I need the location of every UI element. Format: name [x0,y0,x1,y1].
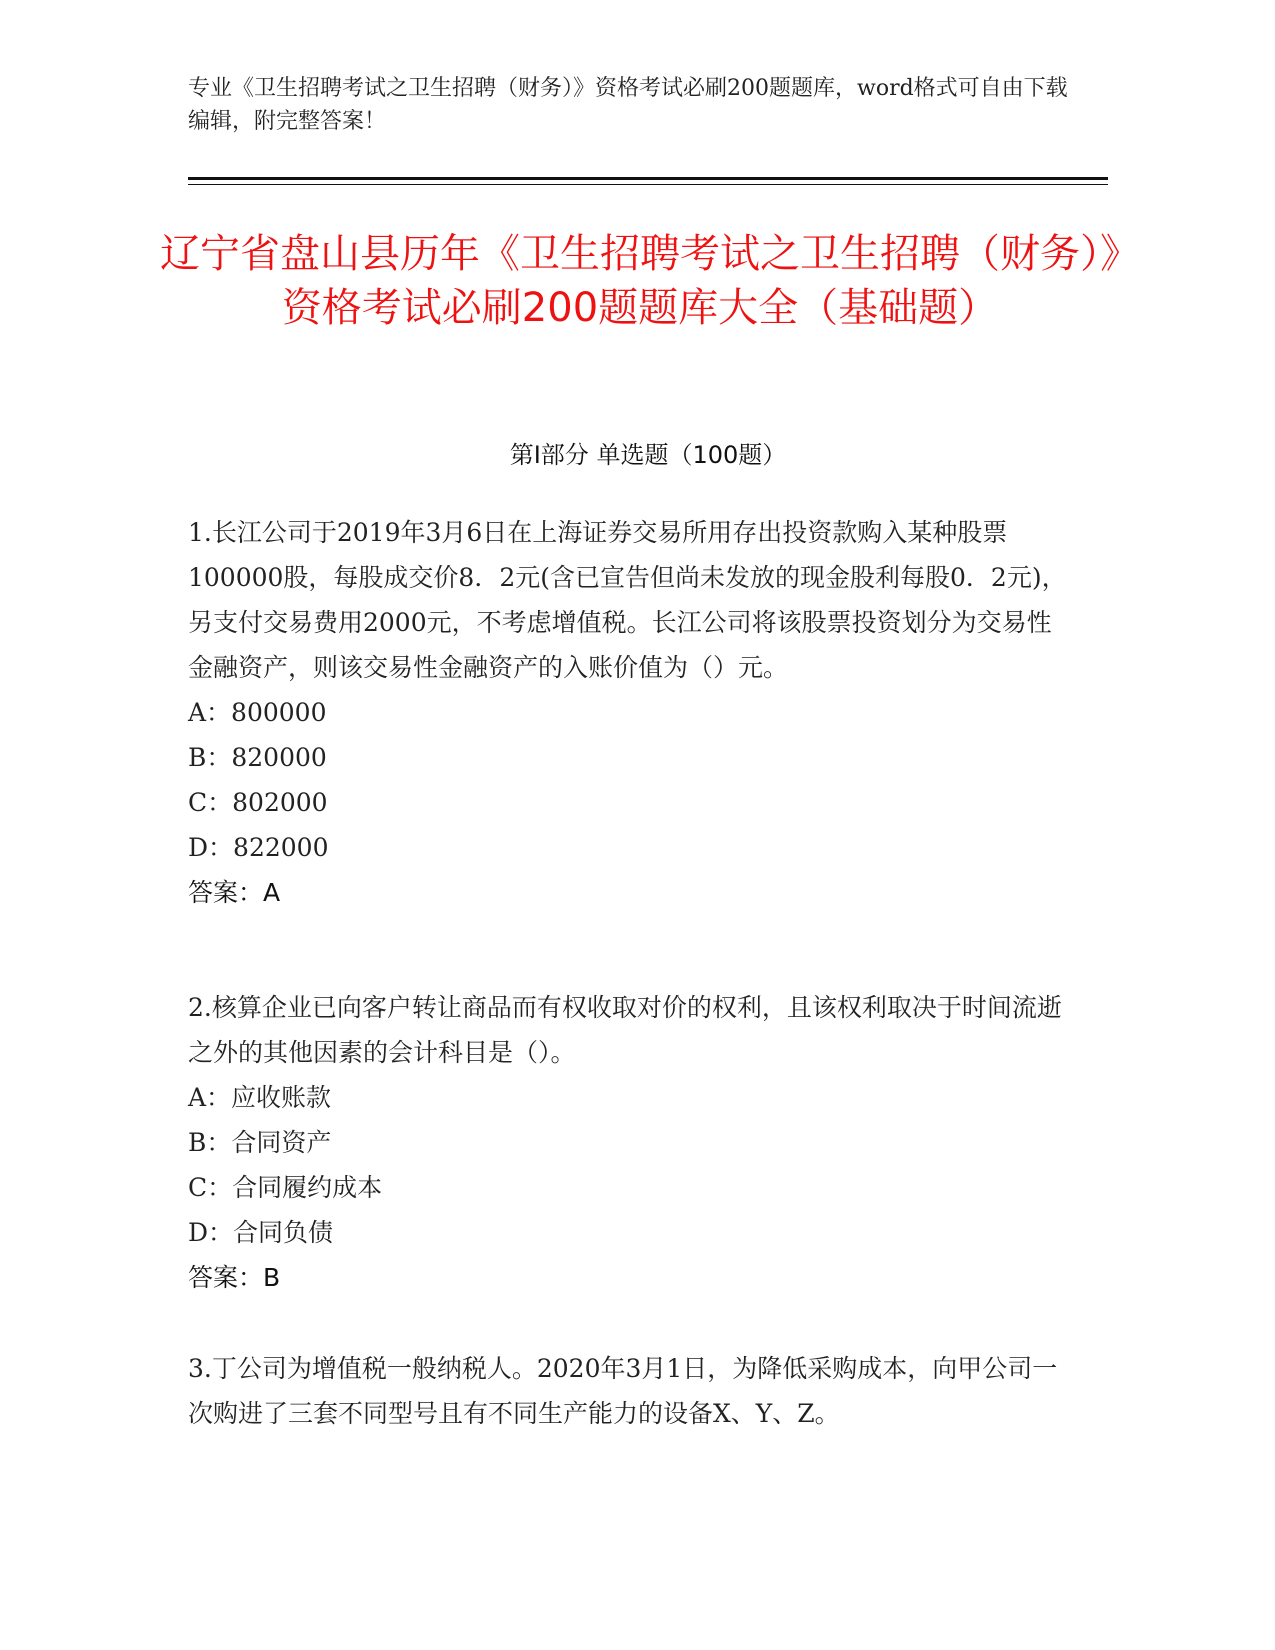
option-b: B：合同资产 [188,1128,332,1157]
header-divider-thick [188,177,1108,180]
question-text: 1.长江公司于2019年3月6日在上海证券交易所用存出投资款购入某种股票100000股，每股成交价8．2元(含已宣告但尚未发放的现金股利每股0．2元)，另支付交易费用2000元，不考虑增值税。长江公司将该股票投资划分为交易性金融资产，则该交易性金融资产的入账价值为（）元。 [188,518,1067,682]
answer: 答案：A [188,878,281,907]
option-d: D：822000 [188,833,329,862]
option-c: C：802000 [188,788,328,817]
section-title: 第Ⅰ部分 单选题（100题） [509,441,787,469]
answer: 答案：B [188,1263,281,1292]
option-a: A：800000 [188,698,327,727]
option-c: C：合同履约成本 [188,1173,383,1202]
header-divider-thin [188,184,1108,185]
question-2 [188,985,1073,1300]
question-text: 3.丁公司为增值税一般纳税人。2020年3月1日，为降低采购成本，向甲公司一次购进了三套不同型号且有不同生产能力的设备X、Y、Z。 [188,1354,1058,1428]
header-note: 专业《卫生招聘考试之卫生招聘（财务）》资格考试必刷200题题库，word格式可自由下载编辑，附完整答案！ [188,76,1068,134]
question-3 [188,1346,1073,1436]
option-a: A：应收账款 [188,1083,332,1112]
question-1 [188,510,1073,915]
option-b: B：820000 [188,743,327,772]
document-title: 辽宁省盘山县历年《卫生招聘考试之卫生招聘（财务）》资格考试必刷200题题库大全（基础题） [160,231,1120,331]
question-text: 2.核算企业已向客户转让商品而有权收取对价的权利，且该权利取决于时间流逝之外的其他因素的会计科目是（）。 [188,993,1062,1067]
option-d: D：合同负债 [188,1218,334,1247]
